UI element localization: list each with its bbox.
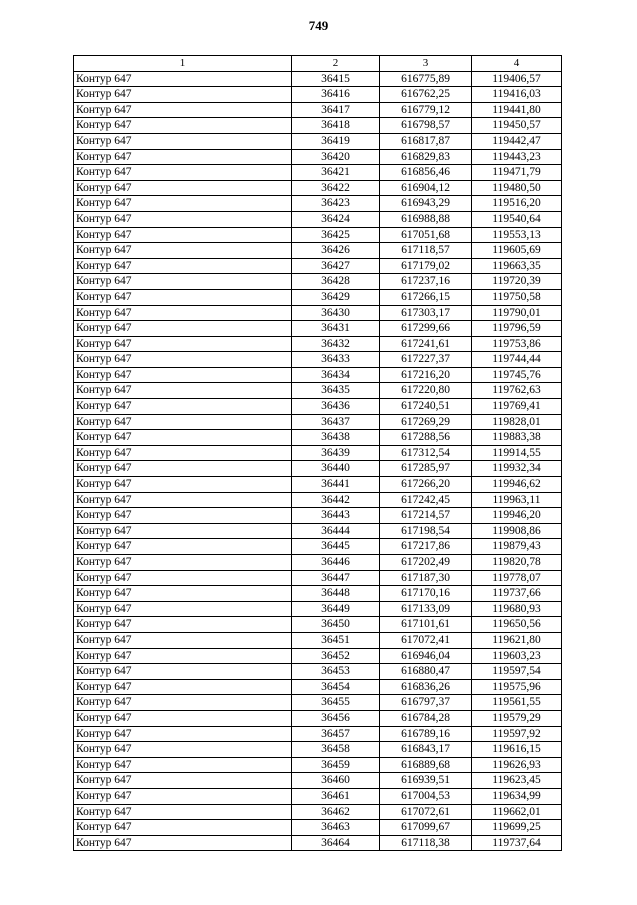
- table-row: [74, 477, 562, 493]
- cell-y-coordinate: 119597,92: [472, 726, 562, 742]
- cell-x-coordinate: 617217,86: [380, 539, 472, 555]
- cell-point-number: 36417: [292, 102, 380, 118]
- cell-y-coordinate: 119579,29: [472, 710, 562, 726]
- cell-contour: Контур 647: [74, 617, 292, 633]
- cell-contour: Контур 647: [74, 539, 292, 555]
- cell-contour: Контур 647: [74, 820, 292, 836]
- cell-contour: Контур 647: [74, 601, 292, 617]
- header-cell-x-coordinate: 3: [380, 56, 472, 72]
- cell-x-coordinate: 617216,20: [380, 367, 472, 383]
- cell-x-coordinate: 616779,12: [380, 102, 472, 118]
- cell-y-coordinate: 119744,44: [472, 352, 562, 368]
- cell-point-number: 36451: [292, 632, 380, 648]
- cell-contour: Контур 647: [74, 71, 292, 87]
- cell-x-coordinate: 616817,87: [380, 133, 472, 149]
- cell-x-coordinate: 617170,16: [380, 586, 472, 602]
- cell-y-coordinate: 119932,34: [472, 461, 562, 477]
- table-row: [74, 149, 562, 165]
- table-row: [74, 617, 562, 633]
- cell-x-coordinate: 617004,53: [380, 788, 472, 804]
- cell-x-coordinate: 616880,47: [380, 664, 472, 680]
- table-row: [74, 258, 562, 274]
- cell-point-number: 36448: [292, 586, 380, 602]
- cell-point-number: 36455: [292, 695, 380, 711]
- cell-y-coordinate: 119769,41: [472, 399, 562, 415]
- cell-contour: Контур 647: [74, 804, 292, 820]
- table-row: [74, 586, 562, 602]
- cell-y-coordinate: 119623,45: [472, 773, 562, 789]
- cell-point-number: 36458: [292, 742, 380, 758]
- cell-x-coordinate: 617072,61: [380, 804, 472, 820]
- cell-x-coordinate: 616784,28: [380, 710, 472, 726]
- cell-point-number: 36450: [292, 617, 380, 633]
- cell-x-coordinate: 617051,68: [380, 227, 472, 243]
- cell-point-number: 36433: [292, 352, 380, 368]
- table-row: [74, 305, 562, 321]
- cell-point-number: 36416: [292, 87, 380, 103]
- header-row: [74, 56, 562, 72]
- table-row: [74, 445, 562, 461]
- cell-contour: Контур 647: [74, 321, 292, 337]
- cell-x-coordinate: 617099,67: [380, 820, 472, 836]
- table-row: [74, 508, 562, 524]
- header-cell-contour: 1: [74, 56, 292, 72]
- cell-contour: Контур 647: [74, 757, 292, 773]
- cell-contour: Контур 647: [74, 367, 292, 383]
- cell-point-number: 36438: [292, 430, 380, 446]
- cell-point-number: 36449: [292, 601, 380, 617]
- table-header: [74, 56, 562, 72]
- cell-x-coordinate: 617266,20: [380, 477, 472, 493]
- cell-y-coordinate: 119914,55: [472, 445, 562, 461]
- cell-point-number: 36431: [292, 321, 380, 337]
- cell-point-number: 36445: [292, 539, 380, 555]
- cell-x-coordinate: 617187,30: [380, 570, 472, 586]
- table-row: [74, 274, 562, 290]
- table-row: [74, 570, 562, 586]
- table-row: [74, 539, 562, 555]
- cell-point-number: 36418: [292, 118, 380, 134]
- table-row: [74, 165, 562, 181]
- cell-y-coordinate: 119778,07: [472, 570, 562, 586]
- cell-contour: Контур 647: [74, 648, 292, 664]
- cell-y-coordinate: 119663,35: [472, 258, 562, 274]
- cell-y-coordinate: 119626,93: [472, 757, 562, 773]
- table-row: [74, 773, 562, 789]
- cell-x-coordinate: 616775,89: [380, 71, 472, 87]
- cell-y-coordinate: 119946,62: [472, 477, 562, 493]
- table-row: [74, 383, 562, 399]
- table-row: [74, 399, 562, 415]
- cell-x-coordinate: 616939,51: [380, 773, 472, 789]
- cell-x-coordinate: 617269,29: [380, 414, 472, 430]
- cell-x-coordinate: 617118,38: [380, 835, 472, 851]
- cell-contour: Контур 647: [74, 430, 292, 446]
- table-row: [74, 555, 562, 571]
- cell-y-coordinate: 119442,47: [472, 133, 562, 149]
- table-row: [74, 804, 562, 820]
- cell-y-coordinate: 119762,63: [472, 383, 562, 399]
- cell-point-number: 36428: [292, 274, 380, 290]
- cell-x-coordinate: 616943,29: [380, 196, 472, 212]
- cell-point-number: 36424: [292, 211, 380, 227]
- cell-contour: Контур 647: [74, 274, 292, 290]
- cell-contour: Контур 647: [74, 305, 292, 321]
- cell-x-coordinate: 617303,17: [380, 305, 472, 321]
- cell-x-coordinate: 616856,46: [380, 165, 472, 181]
- cell-x-coordinate: 617237,16: [380, 274, 472, 290]
- cell-contour: Контур 647: [74, 87, 292, 103]
- table-row: [74, 601, 562, 617]
- table-row: [74, 835, 562, 851]
- cell-contour: Контур 647: [74, 243, 292, 259]
- cell-y-coordinate: 119828,01: [472, 414, 562, 430]
- table-body: [74, 71, 562, 851]
- cell-x-coordinate: 616988,88: [380, 211, 472, 227]
- cell-y-coordinate: 119908,86: [472, 523, 562, 539]
- cell-contour: Контур 647: [74, 149, 292, 165]
- table-row: [74, 492, 562, 508]
- cell-y-coordinate: 119616,15: [472, 742, 562, 758]
- cell-x-coordinate: 617288,56: [380, 430, 472, 446]
- table-row: [74, 742, 562, 758]
- cell-point-number: 36425: [292, 227, 380, 243]
- table-row: [74, 367, 562, 383]
- cell-y-coordinate: 119883,38: [472, 430, 562, 446]
- cell-x-coordinate: 617266,15: [380, 289, 472, 305]
- cell-contour: Контур 647: [74, 664, 292, 680]
- cell-x-coordinate: 617198,54: [380, 523, 472, 539]
- table-row: [74, 102, 562, 118]
- cell-x-coordinate: 617214,57: [380, 508, 472, 524]
- cell-x-coordinate: 616797,37: [380, 695, 472, 711]
- cell-contour: Контур 647: [74, 632, 292, 648]
- cell-x-coordinate: 616843,17: [380, 742, 472, 758]
- table-row: [74, 788, 562, 804]
- cell-point-number: 36441: [292, 477, 380, 493]
- cell-x-coordinate: 617133,09: [380, 601, 472, 617]
- header-cell-point-number: 2: [292, 56, 380, 72]
- cell-contour: Контур 647: [74, 461, 292, 477]
- cell-x-coordinate: 616798,57: [380, 118, 472, 134]
- cell-contour: Контур 647: [74, 742, 292, 758]
- table-row: [74, 648, 562, 664]
- table-row: [74, 243, 562, 259]
- cell-contour: Контур 647: [74, 352, 292, 368]
- cell-x-coordinate: 617118,57: [380, 243, 472, 259]
- cell-point-number: 36459: [292, 757, 380, 773]
- cell-x-coordinate: 617312,54: [380, 445, 472, 461]
- cell-contour: Контур 647: [74, 414, 292, 430]
- cell-y-coordinate: 119750,58: [472, 289, 562, 305]
- cell-contour: Контур 647: [74, 445, 292, 461]
- cell-y-coordinate: 119540,64: [472, 211, 562, 227]
- cell-x-coordinate: 617227,37: [380, 352, 472, 368]
- table-row: [74, 710, 562, 726]
- cell-contour: Контур 647: [74, 102, 292, 118]
- table-row: [74, 726, 562, 742]
- cell-y-coordinate: 119650,56: [472, 617, 562, 633]
- cell-x-coordinate: 617220,80: [380, 383, 472, 399]
- cell-y-coordinate: 119879,43: [472, 539, 562, 555]
- cell-point-number: 36436: [292, 399, 380, 415]
- table-row: [74, 118, 562, 134]
- cell-point-number: 36443: [292, 508, 380, 524]
- cell-x-coordinate: 616836,26: [380, 679, 472, 695]
- coordinates-table: [73, 55, 562, 851]
- cell-contour: Контур 647: [74, 773, 292, 789]
- cell-point-number: 36426: [292, 243, 380, 259]
- cell-point-number: 36453: [292, 664, 380, 680]
- cell-x-coordinate: 617179,02: [380, 258, 472, 274]
- cell-y-coordinate: 119634,99: [472, 788, 562, 804]
- cell-y-coordinate: 119720,39: [472, 274, 562, 290]
- cell-y-coordinate: 119737,66: [472, 586, 562, 602]
- cell-y-coordinate: 119406,57: [472, 71, 562, 87]
- table-row: [74, 664, 562, 680]
- cell-contour: Контур 647: [74, 570, 292, 586]
- cell-y-coordinate: 119662,01: [472, 804, 562, 820]
- cell-point-number: 36460: [292, 773, 380, 789]
- cell-y-coordinate: 119575,96: [472, 679, 562, 695]
- cell-y-coordinate: 119480,50: [472, 180, 562, 196]
- table-row: [74, 211, 562, 227]
- cell-y-coordinate: 119471,79: [472, 165, 562, 181]
- table-row: [74, 352, 562, 368]
- table-row: [74, 757, 562, 773]
- cell-contour: Контур 647: [74, 227, 292, 243]
- cell-contour: Контур 647: [74, 118, 292, 134]
- cell-point-number: 36430: [292, 305, 380, 321]
- cell-point-number: 36440: [292, 461, 380, 477]
- cell-x-coordinate: 616904,12: [380, 180, 472, 196]
- cell-x-coordinate: 617285,97: [380, 461, 472, 477]
- cell-contour: Контур 647: [74, 211, 292, 227]
- cell-y-coordinate: 119737,64: [472, 835, 562, 851]
- table-row: [74, 461, 562, 477]
- cell-contour: Контур 647: [74, 399, 292, 415]
- table-row: [74, 820, 562, 836]
- cell-y-coordinate: 119443,23: [472, 149, 562, 165]
- table-row: [74, 71, 562, 87]
- cell-point-number: 36446: [292, 555, 380, 571]
- cell-point-number: 36456: [292, 710, 380, 726]
- cell-contour: Контур 647: [74, 788, 292, 804]
- cell-y-coordinate: 119946,20: [472, 508, 562, 524]
- cell-point-number: 36435: [292, 383, 380, 399]
- cell-point-number: 36432: [292, 336, 380, 352]
- cell-point-number: 36427: [292, 258, 380, 274]
- cell-y-coordinate: 119745,76: [472, 367, 562, 383]
- cell-y-coordinate: 119680,93: [472, 601, 562, 617]
- cell-y-coordinate: 119597,54: [472, 664, 562, 680]
- cell-point-number: 36447: [292, 570, 380, 586]
- cell-point-number: 36464: [292, 835, 380, 851]
- cell-y-coordinate: 119820,78: [472, 555, 562, 571]
- table-row: [74, 414, 562, 430]
- cell-contour: Контур 647: [74, 196, 292, 212]
- cell-y-coordinate: 119603,23: [472, 648, 562, 664]
- table-row: [74, 87, 562, 103]
- cell-contour: Контур 647: [74, 258, 292, 274]
- cell-point-number: 36454: [292, 679, 380, 695]
- cell-y-coordinate: 119605,69: [472, 243, 562, 259]
- cell-point-number: 36452: [292, 648, 380, 664]
- cell-x-coordinate: 617202,49: [380, 555, 472, 571]
- cell-y-coordinate: 119516,20: [472, 196, 562, 212]
- cell-point-number: 36444: [292, 523, 380, 539]
- cell-contour: Контур 647: [74, 695, 292, 711]
- cell-contour: Контур 647: [74, 523, 292, 539]
- cell-x-coordinate: 617299,66: [380, 321, 472, 337]
- cell-x-coordinate: 617101,61: [380, 617, 472, 633]
- table-row: [74, 133, 562, 149]
- cell-point-number: 36423: [292, 196, 380, 212]
- cell-point-number: 36434: [292, 367, 380, 383]
- cell-contour: Контур 647: [74, 180, 292, 196]
- cell-y-coordinate: 119699,25: [472, 820, 562, 836]
- cell-contour: Контур 647: [74, 726, 292, 742]
- table-row: [74, 430, 562, 446]
- cell-point-number: 36429: [292, 289, 380, 305]
- table-row: [74, 227, 562, 243]
- table-row: [74, 632, 562, 648]
- cell-x-coordinate: 616762,25: [380, 87, 472, 103]
- cell-contour: Контур 647: [74, 710, 292, 726]
- cell-x-coordinate: 617242,45: [380, 492, 472, 508]
- cell-point-number: 36420: [292, 149, 380, 165]
- cell-x-coordinate: 617240,51: [380, 399, 472, 415]
- cell-x-coordinate: 616889,68: [380, 757, 472, 773]
- table-row: [74, 196, 562, 212]
- header-cell-y-coordinate: 4: [472, 56, 562, 72]
- cell-x-coordinate: 617072,41: [380, 632, 472, 648]
- cell-y-coordinate: 119450,57: [472, 118, 562, 134]
- cell-x-coordinate: 616829,83: [380, 149, 472, 165]
- cell-y-coordinate: 119963,11: [472, 492, 562, 508]
- cell-point-number: 36439: [292, 445, 380, 461]
- cell-contour: Контур 647: [74, 383, 292, 399]
- table-row: [74, 679, 562, 695]
- cell-y-coordinate: 119796,59: [472, 321, 562, 337]
- table-row: [74, 695, 562, 711]
- table-row: [74, 180, 562, 196]
- cell-point-number: 36461: [292, 788, 380, 804]
- cell-contour: Контур 647: [74, 289, 292, 305]
- cell-contour: Контур 647: [74, 165, 292, 181]
- cell-y-coordinate: 119416,03: [472, 87, 562, 103]
- cell-point-number: 36463: [292, 820, 380, 836]
- cell-contour: Контур 647: [74, 555, 292, 571]
- cell-contour: Контур 647: [74, 133, 292, 149]
- cell-contour: Контур 647: [74, 508, 292, 524]
- cell-point-number: 36442: [292, 492, 380, 508]
- table-row: [74, 321, 562, 337]
- cell-point-number: 36415: [292, 71, 380, 87]
- cell-contour: Контур 647: [74, 679, 292, 695]
- cell-contour: Контур 647: [74, 835, 292, 851]
- table-row: [74, 289, 562, 305]
- cell-y-coordinate: 119790,01: [472, 305, 562, 321]
- table-row: [74, 523, 562, 539]
- cell-x-coordinate: 617241,61: [380, 336, 472, 352]
- page-number: 749: [308, 18, 329, 33]
- cell-point-number: 36462: [292, 804, 380, 820]
- table-row: [74, 336, 562, 352]
- cell-y-coordinate: 119441,80: [472, 102, 562, 118]
- cell-y-coordinate: 119561,55: [472, 695, 562, 711]
- cell-x-coordinate: 616789,16: [380, 726, 472, 742]
- cell-point-number: 36422: [292, 180, 380, 196]
- cell-point-number: 36421: [292, 165, 380, 181]
- cell-point-number: 36457: [292, 726, 380, 742]
- cell-contour: Контур 647: [74, 492, 292, 508]
- cell-x-coordinate: 616946,04: [380, 648, 472, 664]
- cell-point-number: 36437: [292, 414, 380, 430]
- cell-contour: Контур 647: [74, 586, 292, 602]
- cell-y-coordinate: 119753,86: [472, 336, 562, 352]
- cell-y-coordinate: 119621,80: [472, 632, 562, 648]
- cell-y-coordinate: 119553,13: [472, 227, 562, 243]
- cell-contour: Контур 647: [74, 336, 292, 352]
- cell-point-number: 36419: [292, 133, 380, 149]
- cell-contour: Контур 647: [74, 477, 292, 493]
